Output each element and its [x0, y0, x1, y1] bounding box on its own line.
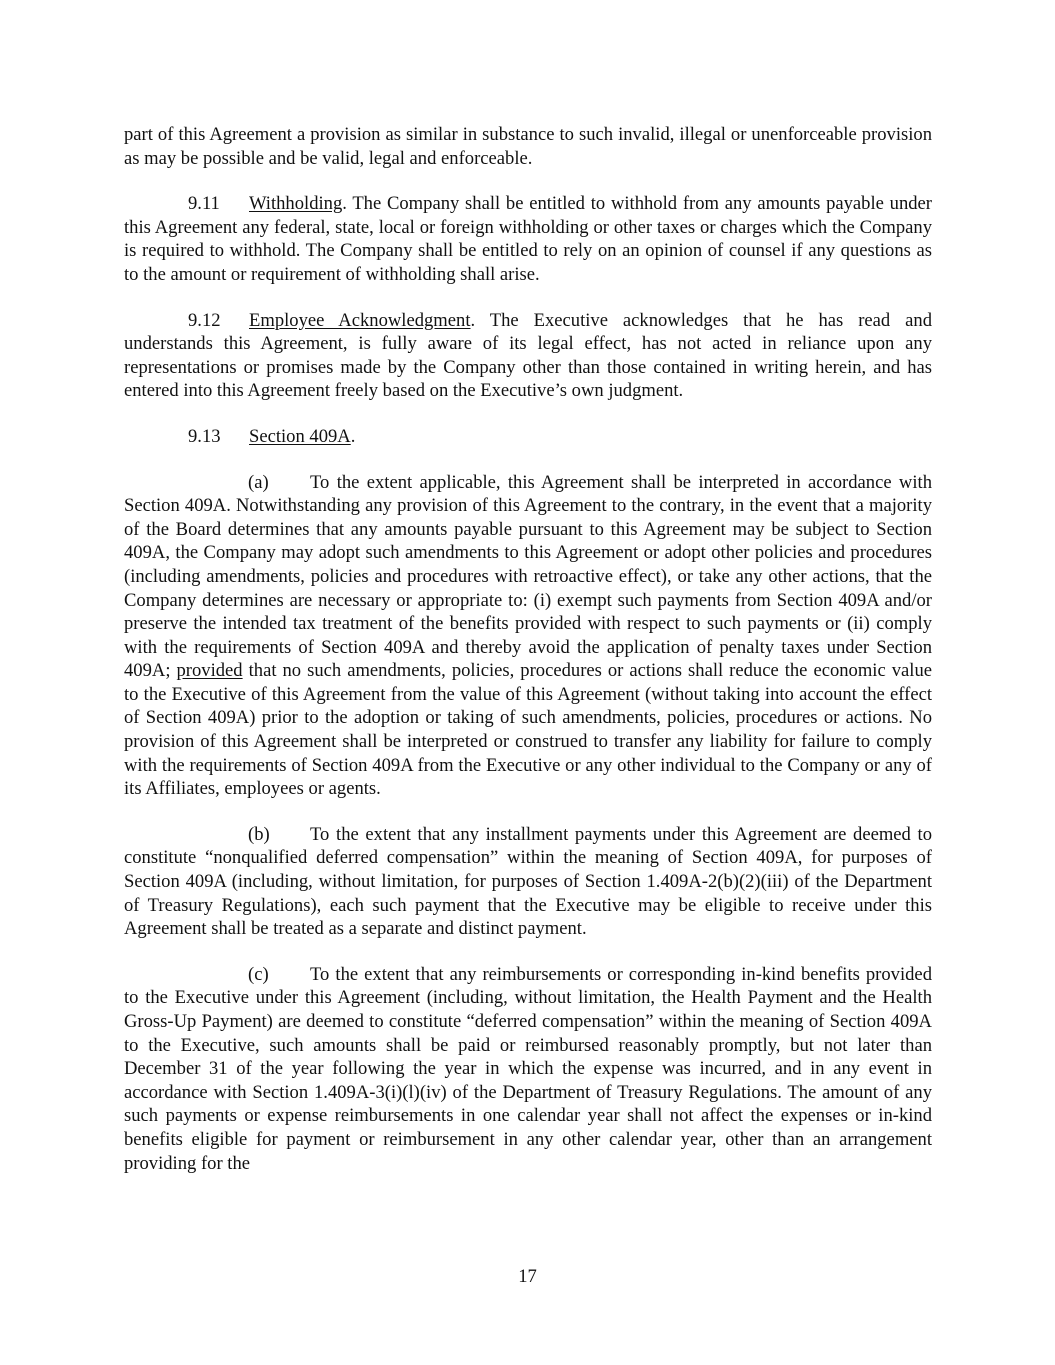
section-title: Withholding — [249, 193, 343, 215]
section-title-suffix: . — [350, 425, 356, 447]
subsection-label: (b) — [248, 823, 270, 845]
page-number: 17 — [518, 1266, 537, 1287]
subsection-b — [124, 823, 932, 941]
section-body: . The Executive acknowledges that he has read and understands this Agreement, is fully aware of its legal effect, has not acted in reliance upon any representations or promises made by the Company other than those contained in writing herein, and has entered into this Agreement freely based on the Executive’s own judgment. — [124, 309, 932, 402]
section-9-13 — [124, 425, 932, 449]
subsection-body: To the extent that any installment payments under this Agreement are deemed to constitute “nonqualified deferred compensation” within the meaning of Section 409A, for purposes of Section 409A (including, without limitation, for purposes of Section 1.409A-2(b)(2)(iii) of the Department of Treasury Regulations), each such payment that the Executive may be eligible to receive under this Agreement shall be treated as a separate and distinct payment. — [124, 823, 932, 940]
subsection-a — [124, 471, 932, 801]
document-page — [124, 123, 932, 1197]
subsection-body-part1: To the extent applicable, this Agreement shall be interpreted in accordance with Section 409A. Notwithstanding any provision of this Agreement to the contrary, in the event that a majority of the Board determines that any amounts payable pursuant to this Agreement may be subject to Section 409A, the Company may adopt such amendments to this Agreement or adopt other policies and procedures (including amendments, policies and procedures with retroactive effect), or take any other actions, that the Company determines are necessary or appropriate to: (i) exempt such payments from Section 409A and/or preserve the intended tax treatment of the benefits provided with respect to such payments or (ii) comply with the requirements of Section 409A and thereby avoid the application of penalty taxes under Section 409A; — [124, 471, 932, 682]
subsection-label: (a) — [248, 471, 269, 493]
section-number: 9.11 — [188, 193, 220, 215]
subsection-body-part2: that no such amendments, policies, procedures or actions shall reduce the economic value to the Executive of this Agreement from the value of this Agreement (without taking into account the effect of Section 409A) prior to the adoption or taking of such amendments, policies, procedures or actions. No provision of this Agreement shall be interpreted or construed to transfer any liability for failure to comply with the requirements of Section 409A from the Executive or any other individual to the Company or any of its Affiliates, employees or agents. — [124, 660, 932, 800]
continuation-paragraph: part of this Agreement a provision as similar in substance to such invalid, illegal or unenforceable provision as may be possible and be valid, legal and enforceable. — [124, 124, 932, 169]
section-title: Section 409A — [249, 425, 351, 447]
subsection-body: To the extent that any reimbursements or corresponding in-kind benefits provided to the Executive under this Agreement (including, without limitation, the Health Payment and the Health Gross-Up Payment) are deemed to constitute “deferred compensation” within the meaning of Section 409A to the Executive, such amounts shall be paid or reimbursed reasonably promptly, but not later than December 31 of the year following the year in which the expense was incurred, and in any event in accordance with Section 1.409A-3(i)(l)(iv) of the Department of Treasury Regulations. The amount of any such payments or expense reimbursements in one calendar year shall not affect the expenses or in-kind benefits eligible for payment or reimbursement in any other calendar year, other than an arrangement providing for the — [124, 963, 932, 1174]
section-9-12 — [124, 309, 932, 403]
subsection-label: (c) — [248, 963, 269, 985]
section-number: 9.12 — [188, 309, 221, 331]
section-body: . The Company shall be entitled to withhold from any amounts payable under this Agreement any federal, state, local or foreign withholding or other taxes or charges which the Company is required to withhold. The Company shall be entitled to rely on an opinion of counsel if any questions as to the amount or requirement of withholding shall arise. — [124, 193, 932, 285]
section-number: 9.13 — [188, 425, 221, 447]
subsection-c — [124, 963, 932, 1175]
section-title: Employee Acknowledgment — [249, 309, 471, 331]
provided-term: provided — [176, 660, 243, 682]
section-9-11 — [124, 192, 932, 286]
